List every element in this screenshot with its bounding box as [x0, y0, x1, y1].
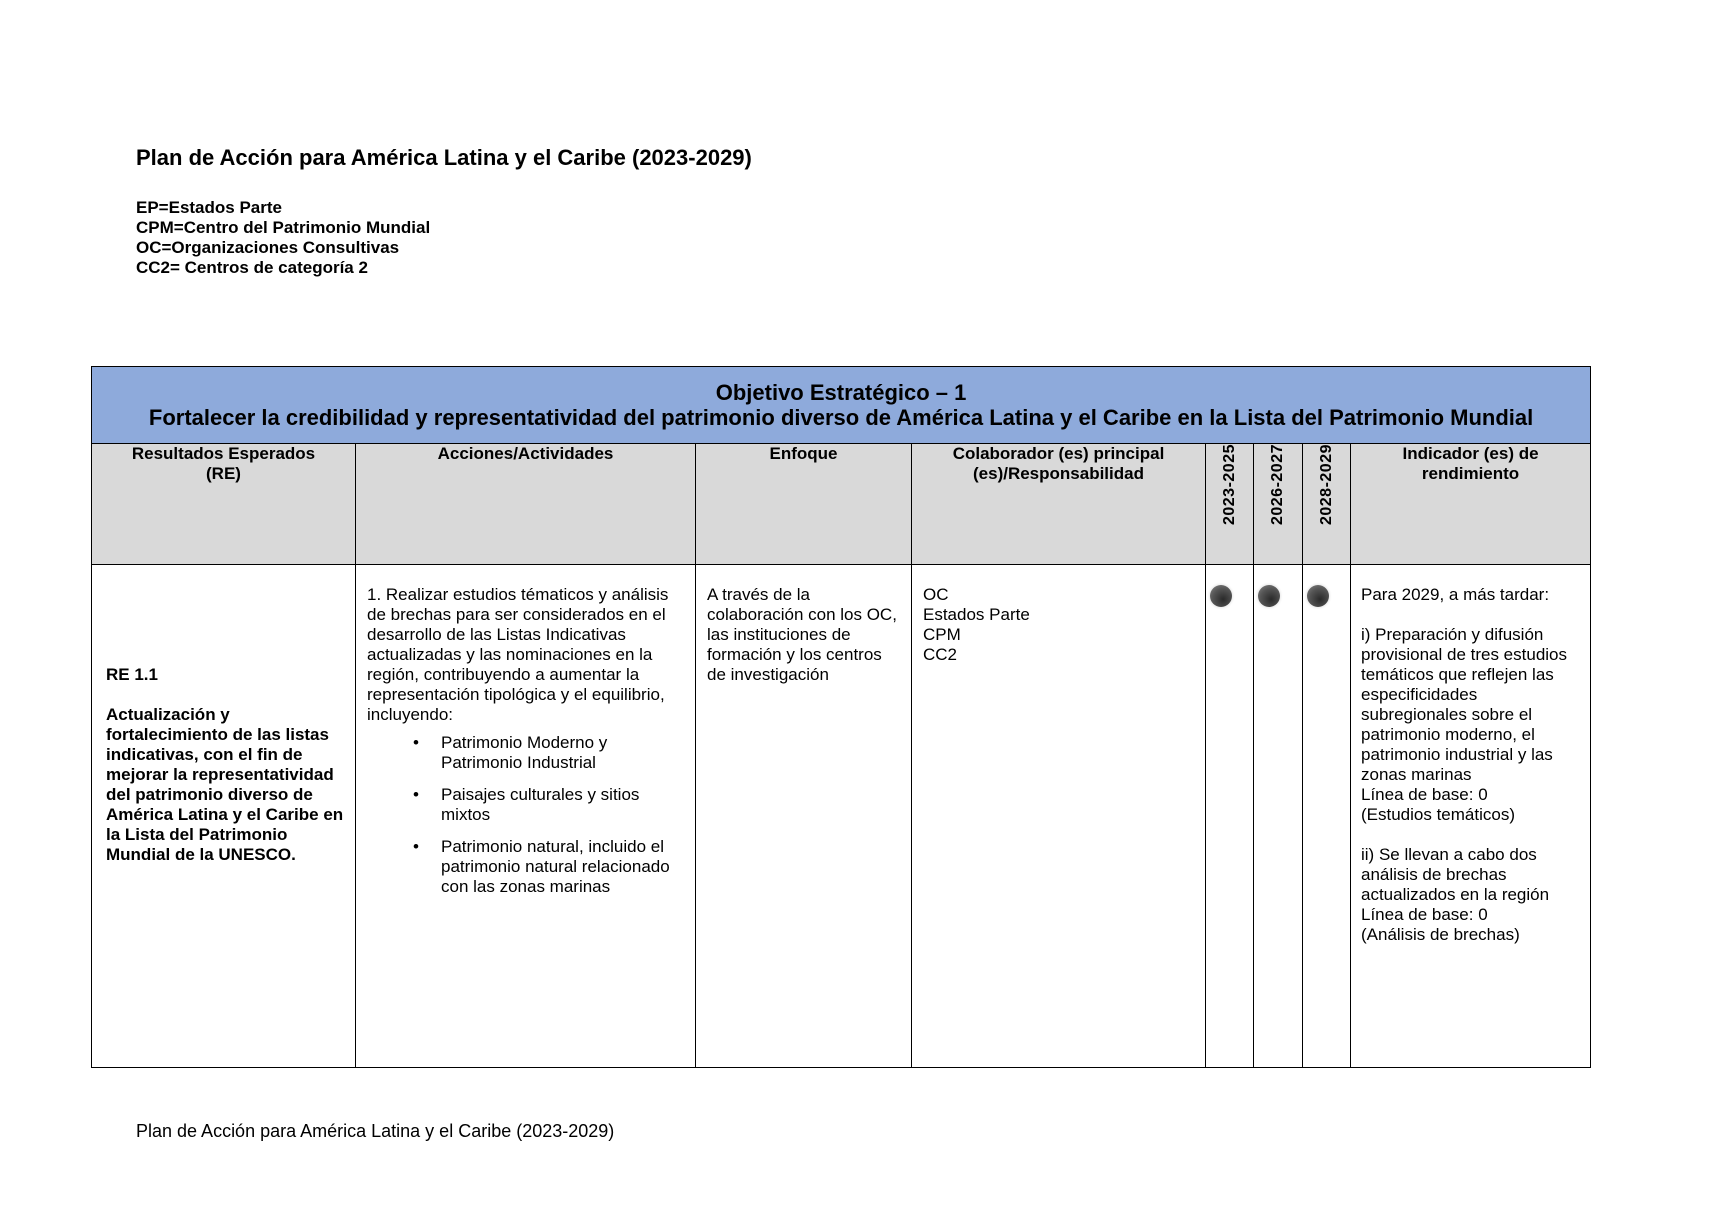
abbreviation-legend	[136, 198, 430, 278]
result-description: Actualización y fortalecimiento de las listas indicativas, con el fin de mejorar la representatividad del patrimonio diverso de América Latina y el Caribe en la Lista del Patrimonio Mundial de la UNESCO.	[106, 705, 344, 864]
indicators-cell	[1351, 565, 1591, 1068]
action-item-text: Paisajes culturales y sitios mixtos	[441, 785, 640, 824]
action-list	[367, 733, 685, 897]
bullet-icon: •	[413, 733, 419, 752]
list-item	[367, 785, 685, 825]
actions-cell	[356, 565, 696, 1068]
col-header-enfoque: Enfoque	[696, 444, 912, 565]
col-header-year-3	[1303, 444, 1351, 565]
bullet-icon: •	[413, 785, 419, 804]
col-header-colaborador: Colaborador (es) principal (es)/Responsabilidad	[912, 444, 1206, 565]
expected-result-cell	[92, 565, 356, 1068]
collaborators-cell	[912, 565, 1206, 1068]
action-intro: 1. Realizar estudios tématicos y análisis de brechas para ser considerados en el desarrollo de las Listas Indicativas actualizadas y las nominaciones en la región, contribuyendo a aumentar la representación tipológica y el equilibrio, incluyendo:	[367, 585, 669, 724]
active-period-dot-icon	[1210, 585, 1232, 607]
action-item-text: Patrimonio natural, incluido el patrimonio natural relacionado con las zonas marinas	[441, 837, 670, 896]
col-header-indicador: Indicador (es) de rendimiento	[1351, 444, 1591, 565]
col-header-year-2	[1254, 444, 1303, 565]
collaborator: CPM	[923, 625, 961, 644]
collaborator: OC	[923, 585, 949, 604]
objective-description: Fortalecer la credibilidad y representatividad del patrimonio diverso de América Latina y el Caribe en la Lista del Patrimonio Mundial	[148, 405, 1534, 430]
indicator-intro: Para 2029, a más tardar:	[1361, 585, 1550, 604]
objective-number: Objetivo Estratégico – 1	[715, 380, 967, 405]
year-cell-2	[1254, 565, 1303, 1068]
result-code: RE 1.1	[106, 665, 158, 684]
col-header-re: Resultados Esperados (RE)	[92, 444, 356, 565]
col-header-year-1	[1206, 444, 1254, 565]
active-period-dot-icon	[1307, 585, 1329, 607]
col-header-acciones: Acciones/Actividades	[356, 444, 696, 565]
legend-item: EP=Estados Parte	[136, 198, 282, 217]
legend-item: CC2= Centros de categoría 2	[136, 258, 368, 277]
column-header-row	[92, 444, 1591, 565]
approach-cell: A través de la colaboración con los OC, las instituciones de formación y los centros de investigación	[696, 565, 912, 1068]
action-item-text: Patrimonio Moderno y Patrimonio Industrial	[441, 733, 608, 772]
year-label: 2023-2025	[1220, 444, 1238, 526]
document-title: Plan de Acción para América Latina y el Caribe (2023-2029)	[136, 145, 752, 170]
action-plan-table	[91, 366, 1591, 1068]
year-cell-3	[1303, 565, 1351, 1068]
year-cell-1	[1206, 565, 1254, 1068]
legend-item: CPM=Centro del Patrimonio Mundial	[136, 218, 431, 237]
table-row	[92, 565, 1591, 1068]
legend-item: OC=Organizaciones Consultivas	[136, 238, 400, 257]
list-item	[367, 733, 685, 773]
year-label: 2028-2029	[1317, 444, 1335, 526]
active-period-dot-icon	[1258, 585, 1280, 607]
indicator-item: ii) Se llevan a cabo dos análisis de brechas actualizados en la región Línea de base: 0 (Análisis de brechas)	[1361, 845, 1550, 944]
page-footer: Plan de Acción para América Latina y el Caribe (2023-2029)	[136, 1121, 615, 1141]
indicator-item: i) Preparación y difusión provisional de tres estudios temáticos que reflejen las especificidades subregionales sobre el patrimonio moderno, el patrimonio industrial y las zonas marinas Línea de base: 0 (Estudios temáticos)	[1361, 625, 1568, 824]
year-label: 2026-2027	[1269, 444, 1286, 526]
list-item	[367, 837, 685, 897]
strategic-objective-header	[92, 367, 1591, 444]
collaborator: CC2	[923, 645, 958, 664]
collaborator: Estados Parte	[923, 605, 1030, 624]
bullet-icon: •	[413, 837, 419, 856]
